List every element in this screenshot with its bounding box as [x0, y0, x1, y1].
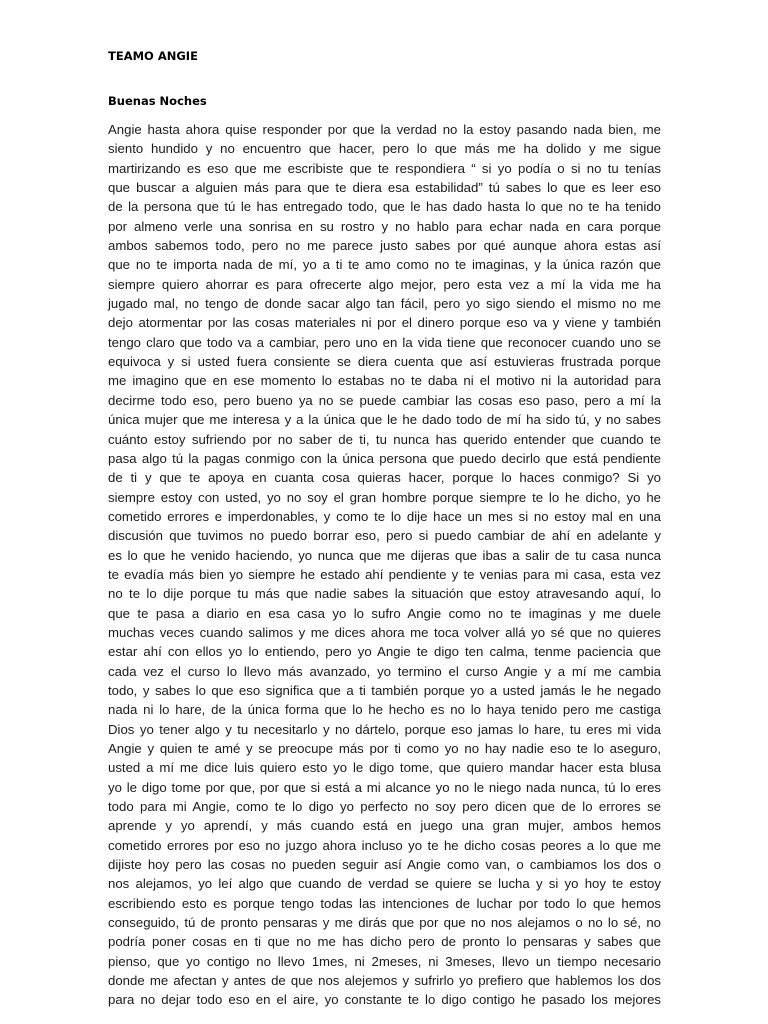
paragraph-line: tengo claro que todo va a cambiar, pero uno en la vida tiene que reconocer cuando uno se — [108, 334, 661, 350]
paragraph-line: ambos sabemos todo, pero no me parece justo sabes por qué aunque ahora estas así — [108, 238, 661, 254]
paragraph-line: todo, y sabes lo que eso significa que a ti también porque yo a usted jamás le he negado — [108, 682, 661, 698]
paragraph-line: es lo que he venido haciendo, yo nunca que me dijeras que ibas a salir de tu casa nunca — [108, 547, 661, 563]
paragraph-line: siento hundido y no encuentro que hacer, pero lo que más me ha dolido y me sigue — [108, 141, 661, 157]
paragraph-line: Dios yo tener algo y tu necesitarlo y no dártelo, porque eso jamas lo hare, tu eres mi vida — [108, 721, 661, 737]
paragraph-line: cometido errores por eso no juzgo ahora incluso yo te he dicho cosas peores a lo que me — [108, 837, 661, 853]
paragraph-line: todo para mi Angie, como te lo digo yo perfecto no soy pero dicen que de lo errores se — [108, 799, 661, 815]
paragraph-line: me imagino que en ese momento lo estabas no te daba ni el motivo ni la autoridad para — [108, 373, 661, 389]
paragraph-line: pienso, que yo contigo no llevo 1mes, ni 2meses, ni 3meses, llevo un tiempo necesario — [108, 953, 661, 969]
paragraph-line: decirme todo eso, pero bueno ya no se puede cambiar las cosas eso paso, pero a mí la — [108, 392, 661, 408]
paragraph-line: pasa algo tú la pagas conmigo con la única persona que puedo decirlo que está pendiente — [108, 450, 661, 466]
document-title: TEAMO ANGIE — [108, 49, 198, 63]
paragraph-line: por almeno verle una sonrisa en su rostro y no hablo para echar nada en cara porque — [108, 218, 661, 234]
paragraph-line: nos alejamos, yo leí algo que cuando de verdad se quiere se lucha y si yo hoy te estoy — [108, 876, 661, 892]
paragraph-line: dijiste hoy pero las cosas no pueden seguir así Angie como van, o cambiamos los dos o — [108, 857, 661, 873]
paragraph-line: donde me afectan y antes de que nos alejemos y sufrirlo yo prefiero que hablemos los dos — [108, 973, 661, 989]
paragraph-line: siempre quiero ahorrar es para ofrecerte algo mejor, pero esta vez a mí la vida me ha — [108, 276, 661, 292]
paragraph-line: te evadía más bien yo siempre he estado ahí pendiente y te venias para mi casa, esta vez — [108, 566, 661, 582]
paragraph-line: dejo atormentar por las cosas materiales ni por el dinero porque eso va y viene y también — [108, 315, 661, 331]
paragraph-line: para no dejar todo eso en el aire, yo constante te lo digo contigo he pasado los mejores — [108, 992, 661, 1008]
paragraph-line: de la persona que tú le has entregado todo, que le has dado hasta lo que no te ha tenido — [108, 199, 661, 215]
paragraph-line: cometido errores e imperdonables, y como te lo dije hace un mes si no estoy mal en una — [108, 508, 661, 524]
paragraph-line: que no te importa nada de mí, yo a ti te amo como no te imaginas, y la única razón que — [108, 257, 661, 273]
paragraph-line: siempre estoy con usted, yo no soy el gran hombre porque siempre te lo he dicho, yo he — [108, 489, 661, 505]
letter-body — [108, 120, 661, 1010]
paragraph-line: yo le digo tome por que, por que si está a mi alcance yo no le niego nada nunca, tú lo eres — [108, 779, 661, 795]
paragraph-line: Angie y quien te amé y se preocupe más por ti como yo no hay nadie eso te lo aseguro, — [108, 741, 661, 756]
paragraph-line: que te pasa a diario en esa casa yo lo sufro Angie como no te imaginas y me duele — [108, 605, 661, 621]
greeting-heading: Buenas Noches — [108, 94, 207, 108]
paragraph-line: escribiendo esto es porque tengo todas las intenciones de luchar por todo lo que hemos — [108, 895, 661, 911]
paragraph-line: muchas veces cuando salimos y me dices ahora me toca volver allá yo sé que no quieres — [108, 624, 661, 640]
paragraph-line: nada ni lo hare, de la única forma que lo he hecho es no lo haya tenido pero me castiga — [108, 702, 661, 718]
paragraph-line: usted a mí me dice luis quiero esto yo le digo tome, que quiero mandar hacer esta blusa — [108, 760, 661, 776]
paragraph-line: que buscar a alguien más para que te diera esa estabilidad” tú sabes lo que es leer eso — [108, 180, 661, 196]
paragraph-line: equivoca y si usted fuera consiente se diera cuenta que así estuvieras frustrada porque — [108, 354, 661, 370]
paragraph-line: única mujer que me interesa y a la única que le he dado todo de mí ha sido tú, y no sabes — [108, 412, 661, 428]
paragraph-line: no te lo dije porque tu más que nadie sabes la situación que estoy atravesando aquí, lo — [108, 586, 661, 602]
paragraph-line: Angie hasta ahora quise responder por que la verdad no la estoy pasando nada bien, me — [108, 122, 661, 137]
paragraph-line: conseguido, tú de pronto pensaras y me dirás que por que no nos alejamos o no lo sé, no — [108, 915, 661, 931]
paragraph-line: jugado mal, no tengo de donde sacar algo tan fácil, pero yo sigo siendo el mismo no me — [108, 296, 661, 312]
paragraph-line: de ti y que te apoya en cuanta cosa quieras hacer, porque lo haces conmigo? Si yo — [108, 470, 661, 486]
paragraph-line: cada vez el curso lo llevo más avanzado, yo termino el curso Angie y a mí me cambia — [108, 663, 661, 679]
paragraph-line: aprende y yo aprendí, y más cuando está en juego una gran mujer, ambos hemos — [108, 818, 661, 834]
paragraph-line: podría poner cosas en ti que no me has dicho pero de pronto lo pensaras y sabes que — [108, 934, 661, 950]
paragraph-line: estar ahí con ellos yo lo entiendo, pero yo Angie te digo ten calma, tenme paciencia que — [108, 644, 661, 660]
paragraph-line: discusión que tuvimos no puedo borrar eso, pero si puedo cambiar de ahí en adelante y — [108, 528, 661, 544]
paragraph-line: martirizando es eso que me escribiste que te respondiera “ si yo podía o si no tu tenías — [108, 160, 661, 176]
paragraph-line: cuánto estoy sufriendo por no saber de ti, tu nunca has querido entender que cuando te — [108, 431, 661, 447]
